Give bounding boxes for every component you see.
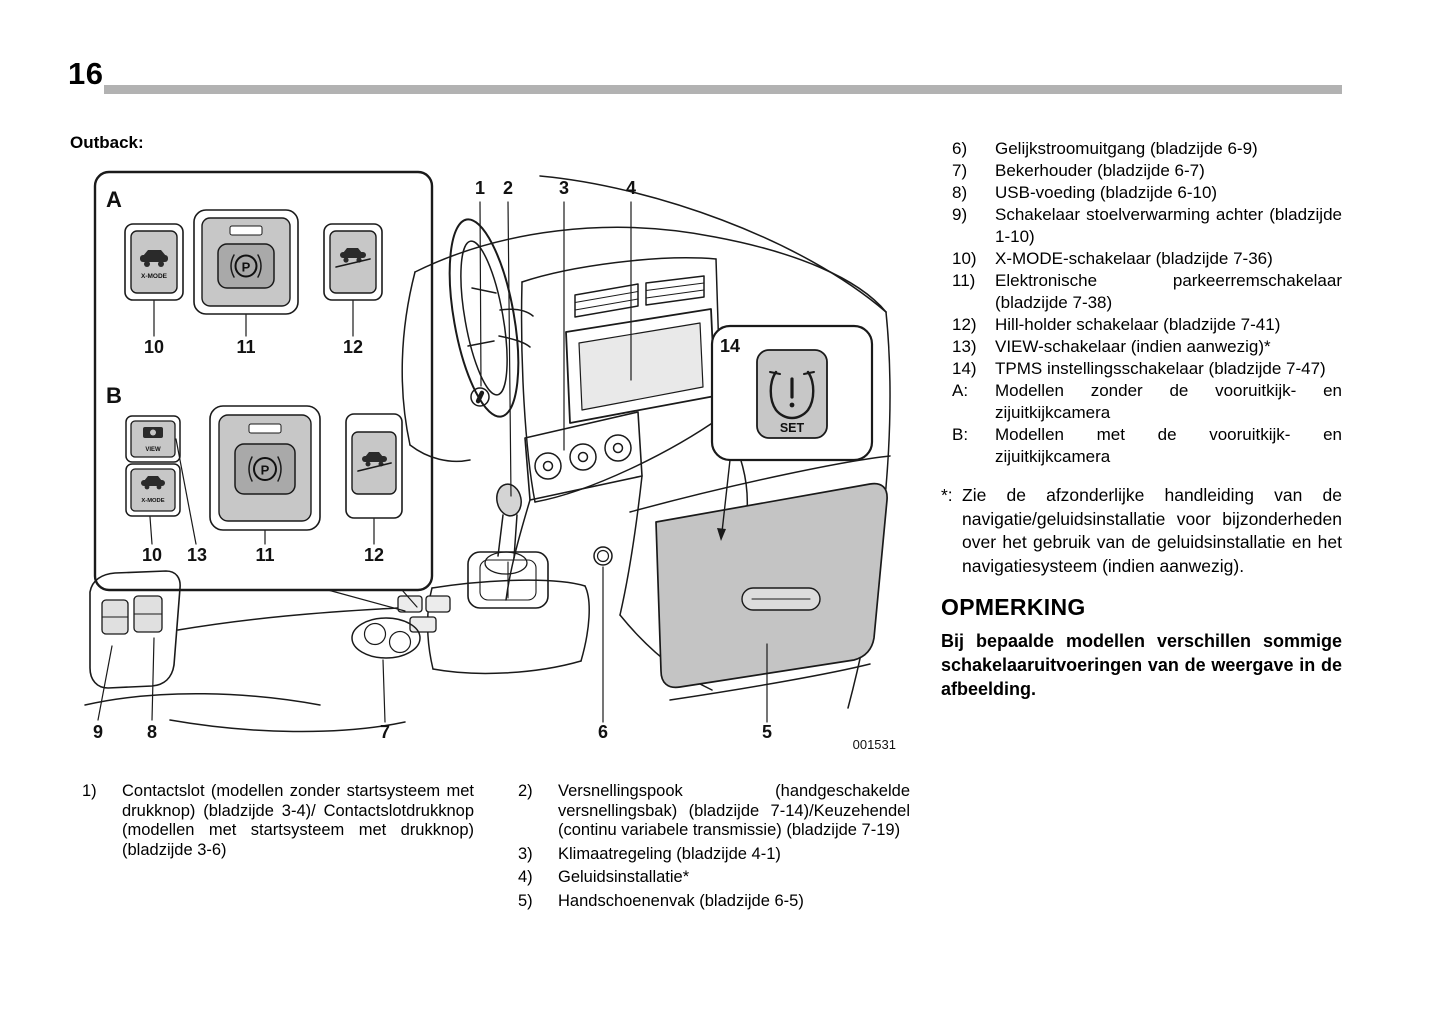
footnote-marker: *: <box>941 485 953 505</box>
footnote <box>941 484 1342 578</box>
list-item <box>952 358 1342 380</box>
climate-control <box>525 412 642 500</box>
legend-column-1 <box>82 782 474 864</box>
footnote-text: Zie de afzonderlijke handleiding van de navigatie/geluidsinstallatie voor bijzonderheden over het gebruik van de geluidsinstallatie en het navigatiesysteem (indien aanwezig). <box>962 485 1342 576</box>
legend-item-number: 2) <box>518 782 533 800</box>
glove-box <box>656 484 887 688</box>
list-item <box>952 160 1342 182</box>
callout-number: 10 <box>143 337 165 357</box>
legend-column-2 <box>518 782 910 915</box>
legend-item <box>518 868 910 888</box>
hill-holder-switch-b <box>346 414 402 518</box>
callout-number: 13 <box>186 545 208 565</box>
list-item-text: X-MODE-schakelaar (bladzijde 7-36) <box>995 249 1273 268</box>
section-label: Outback: <box>70 133 144 152</box>
cup-holder <box>352 618 420 658</box>
ignition-switch <box>471 388 489 406</box>
list-item-text: USB-voeding (bladzijde 6-10) <box>995 183 1218 202</box>
callout-number: 11 <box>236 337 256 357</box>
list-item-number: 6) <box>952 139 968 158</box>
callout-number: 6 <box>597 722 609 742</box>
callout-number: 9 <box>92 722 104 742</box>
view-switch-text: VIEW <box>145 447 161 453</box>
park-symbol-a: P <box>241 259 251 275</box>
list-item-text: TPMS instellingsschakelaar (bladzijde 7-47) <box>995 359 1326 378</box>
legend-item <box>82 782 474 860</box>
view-switch-b <box>126 416 180 462</box>
list-item-number: B: <box>952 425 969 444</box>
dash-vents <box>575 276 704 317</box>
list-item <box>952 182 1342 204</box>
list-item-text: Gelijkstroomuitgang (bladzijde 6-9) <box>995 139 1258 158</box>
xmode-switch-text-b: X-MODE <box>141 498 165 504</box>
legend-item-text: Handschoenenvak (bladzijde 6-5) <box>558 891 804 910</box>
page-number: 16 <box>68 56 104 91</box>
callout-number: 5 <box>761 722 773 742</box>
list-item-text: Modellen met de vooruitkijk- en zijuitkijkcamera <box>995 425 1342 466</box>
legend-item-number: 5) <box>518 891 533 910</box>
inset-b-label: B <box>106 383 122 408</box>
list-item-text: Bekerhouder (bladzijde 6-7) <box>995 161 1205 180</box>
xmode-switch-a <box>125 224 183 300</box>
list-item-text: VIEW-schakelaar (indien aanwezig)* <box>995 337 1271 356</box>
list-item <box>952 248 1342 270</box>
list-item <box>952 380 1342 424</box>
dc-outlet <box>594 547 612 565</box>
list-item-number: 7) <box>952 161 968 180</box>
hill-holder-switch-a <box>324 224 382 300</box>
callout-number: 8 <box>146 722 158 742</box>
legend-item-text: Geluidsinstallatie* <box>558 868 690 886</box>
legend-item-text: Versnellingspook (handgeschakelde versnellingsbak) (bladzijde 7-14)/Keuzehendel (continu variabele transmissie) (bladzijde 7-19) <box>558 782 910 839</box>
tpms-set-label: SET <box>779 421 805 435</box>
figure-code: 001531 <box>852 737 896 752</box>
legend-item-number: 4) <box>518 868 533 886</box>
detail-label-14: 14 <box>720 336 741 356</box>
legend-item <box>518 782 910 841</box>
legend-item-number: 3) <box>518 844 533 863</box>
callout-number: 1 <box>474 178 486 198</box>
list-item <box>952 424 1342 468</box>
dashboard-figure <box>70 160 910 775</box>
list-item <box>952 138 1342 160</box>
legend-item <box>518 892 910 912</box>
note-text: Bij bepaalde modellen verschillen sommige schakelaaruitvoeringen van de weergave in de afbeelding. <box>941 631 1342 699</box>
callout-number: 3 <box>558 178 570 198</box>
callout-number: 4 <box>625 178 637 198</box>
xmode-switch-text-a: X-MODE <box>141 273 167 280</box>
audio-unit <box>566 309 715 423</box>
list-item-number: 12) <box>952 315 977 334</box>
legend-item-text: Klimaatregeling (bladzijde 4-1) <box>558 844 781 863</box>
list-item-text: Elektronische parkeerremschakelaar (bladzijde 7-38) <box>995 271 1342 312</box>
list-item-number: 9) <box>952 205 968 224</box>
list-item-number: 8) <box>952 183 968 202</box>
list-item-number: A: <box>952 381 969 400</box>
console-switch-panel <box>398 596 450 632</box>
header-rule <box>104 85 1342 94</box>
gear-shifter <box>468 482 548 608</box>
note-heading: OPMERKING <box>941 594 1086 620</box>
callout-number: 12 <box>363 545 385 565</box>
park-symbol-b: P <box>260 462 270 478</box>
callout-number: 12 <box>342 337 364 357</box>
list-item <box>952 336 1342 358</box>
list-item <box>952 204 1342 248</box>
list-item-text: Modellen zonder de vooruitkijk- en zijuitkijkcamera <box>995 381 1342 422</box>
list-item-number: 10) <box>952 249 977 268</box>
dashboard-diagram <box>70 160 910 775</box>
list-item-number: 11) <box>952 271 976 290</box>
list-item-text: Hill-holder schakelaar (bladzijde 7-41) <box>995 315 1281 334</box>
callout-number: 11 <box>255 545 275 565</box>
list-item-text: Schakelaar stoelverwarming achter (bladzijde 1-10) <box>995 205 1342 246</box>
list-item-number: 14) <box>952 359 977 378</box>
reference-list <box>941 138 1342 468</box>
callout-number: 7 <box>379 722 391 742</box>
center-console <box>428 476 642 673</box>
legend-item-number: 1) <box>82 782 97 800</box>
inset-a-label: A <box>106 187 122 212</box>
list-item-number: 13) <box>952 337 977 356</box>
list-item <box>952 314 1342 336</box>
right-column <box>941 138 1342 701</box>
xmode-switch-b <box>126 464 180 516</box>
legend-item <box>518 845 910 865</box>
callout-number: 2 <box>502 178 514 198</box>
legend-item-text: Contactslot (modellen zonder startsysteem met drukknop) (bladzijde 3-4)/ Contactslotdrukknop (modellen met startsysteem met drukknop) (bladzijde 3-6) <box>122 782 474 859</box>
list-item <box>952 270 1342 314</box>
callout-number: 10 <box>141 545 163 565</box>
